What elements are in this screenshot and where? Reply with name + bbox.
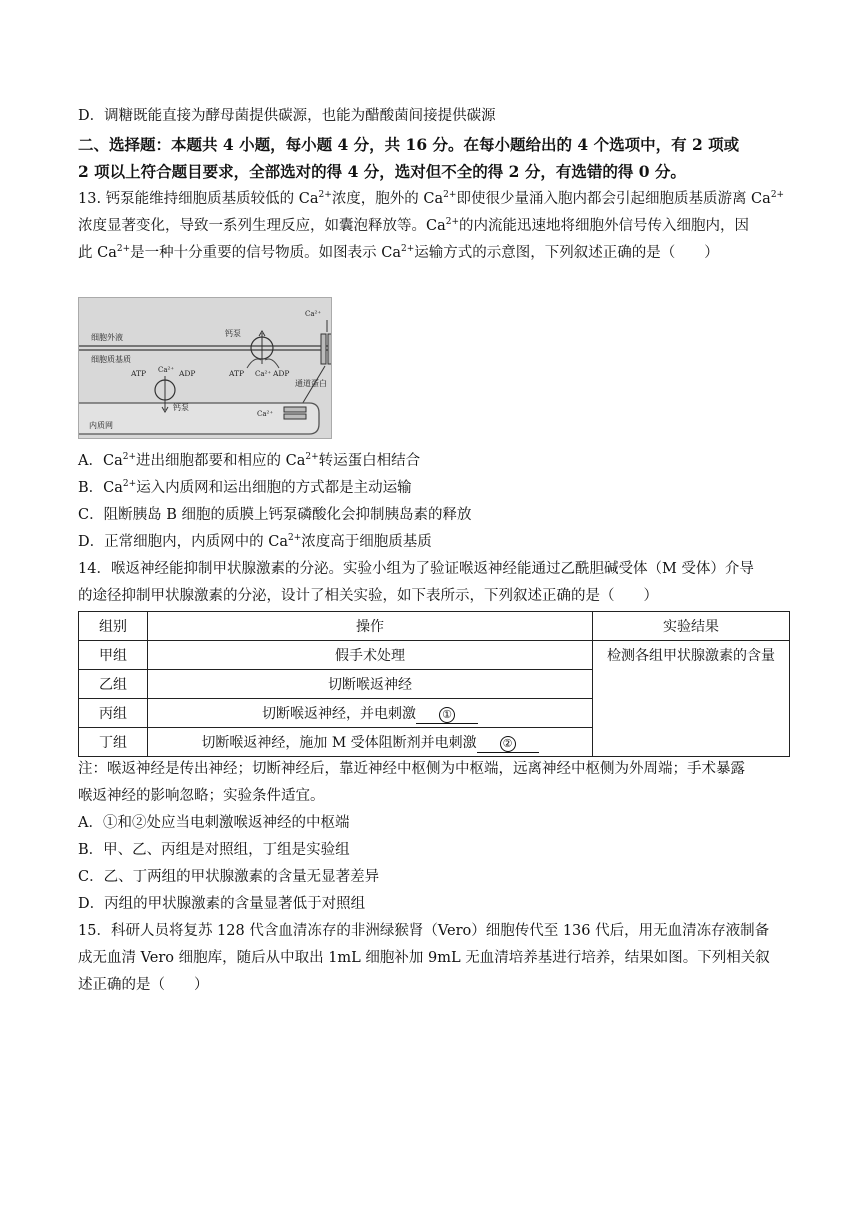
q14-option-b: B．甲、乙、丙组是对照组，丁组是实验组 (78, 842, 350, 858)
pump2-label: 钙泵 (173, 403, 189, 412)
result-cell: 检测各组甲状腺激素的含量 (593, 641, 790, 757)
table-note-line2: 喉返神经的影响忽略；实验条件适宜。 (78, 788, 325, 804)
outside-label: 细胞外液 (91, 333, 123, 342)
calcium-transport-figure (78, 297, 332, 439)
group-cell: 甲组 (79, 641, 148, 670)
channel-top-left (321, 334, 326, 364)
table-row (79, 641, 790, 670)
operation-cell: 假手术处理 (148, 641, 593, 670)
q14-option-c: C．乙、丁两组的甲状腺激素的含量无显著差异 (78, 869, 380, 885)
q15-stem-line1: 15．科研人员将复苏 128 代含血清冻存的非洲绿猴肾（Vero）细胞传代至 136 代后，用无血清冻存液制备 (78, 923, 770, 939)
group-cell: 丙组 (79, 699, 148, 728)
atp1-label: ATP (131, 369, 147, 378)
q13-option-d: D．正常细胞内，内质网中的 $Ca^{2+}$浓度高于细胞质基质 (78, 533, 432, 550)
pump1-label: 钙泵 (225, 329, 241, 338)
q14-option-d: D．丙组的甲状腺激素的含量显著低于对照组 (78, 896, 366, 912)
q13-stem-line1: 13. 钙泵能维持细胞质基质较低的 $Ca^{2+}$浓度，胞外的 $Ca^{2+}$即使很少量涌入胞内都会引起细胞质基质游离 $Ca^{2+}$ (78, 190, 785, 207)
ca-top-label: Ca²⁺ (305, 310, 322, 318)
group-cell: 丁组 (79, 728, 148, 757)
er-label: 内质网 (89, 421, 113, 430)
q13-option-a: A．$Ca^{2+}$进出细胞都要和相应的 $Ca^{2+}$转运蛋白相结合 (78, 452, 421, 469)
calcium-transport-diagram (79, 298, 331, 438)
operation-cell: 切断喉返神经，并电刺激 ① (148, 699, 593, 728)
section-heading: 二、选择题：本题共 4 小题，每小题 4 分，共 16 分。在每小题给出的 4 个选项中，有 2 项或 (78, 135, 740, 154)
header-group: 组别 (79, 612, 148, 641)
channel-label: 通道蛋白 (295, 379, 327, 388)
adp1-label: ADP (179, 369, 196, 378)
operation-cell: 切断喉返神经 (148, 670, 593, 699)
q13-option-c: C．阻断胰岛 B 细胞的质膜上钙泵磷酸化会抑制胰岛素的释放 (78, 507, 472, 523)
q15-stem-line3: 述正确的是（ ） (78, 977, 209, 993)
operation-cell: 切断喉返神经，施加 M 受体阻断剂并电刺激 ② (148, 728, 593, 757)
q14-stem-line2: 的途径抑制甲状腺激素的分泌，设计了相关实验，如下表所示，下列叙述正确的是（ ） (78, 588, 658, 604)
header-operation: 操作 (148, 612, 593, 641)
table-header-row (79, 612, 790, 641)
answer-blank-1[interactable] (416, 706, 478, 724)
atp2-label: ATP (229, 369, 245, 378)
adp2-label: ADP (273, 369, 290, 378)
header-result: 实验结果 (593, 612, 790, 641)
channel-top-right (328, 334, 331, 364)
q13-option-b: B．$Ca^{2+}$运入内质网和运出细胞的方式都是主动运输 (78, 479, 412, 496)
ca1-label: Ca²⁺ (158, 366, 175, 374)
section-heading-cont: 2 项以上符合题目要求，全部选对的得 4 分，选对但不全的得 2 分，有选错的得 0 分。 (78, 162, 686, 181)
group-cell: 乙组 (79, 670, 148, 699)
ca-er-label: Ca²⁺ (257, 410, 274, 418)
experiment-table (78, 611, 790, 757)
q14-option-a: A．①和②处应当电刺激喉返神经的中枢端 (78, 815, 350, 831)
table-note-line1: 注：喉返神经是传出神经；切断神经后，靠近神经中枢侧为中枢端，远离神经中枢侧为外周端；手术暴露 (78, 761, 745, 777)
q15-stem-line2: 成无血清 Vero 细胞库，随后从中取出 1mL 细胞补加 9mL 无血清培养基进行培养，结果如图。下列相关叙 (78, 950, 770, 966)
ca2-label: Ca²⁺ (255, 370, 272, 378)
er-membrane (79, 403, 319, 434)
q13-stem-line2: 浓度显著变化，导致一系列生理反应，如囊泡释放等。$Ca^{2+}$的内流能迅速地将细胞外信号传入细胞内，因 (78, 217, 750, 234)
q14-stem-line1: 14．喉返神经能抑制甲状腺激素的分泌。实验小组为了验证喉返神经能通过乙酰胆碱受体（M 受体）介导 (78, 561, 754, 577)
answer-blank-2[interactable] (477, 735, 539, 753)
er-channel-top (284, 407, 306, 412)
q12-option-d: D．调糖既能直接为酵母菌提供碳源，也能为醋酸菌间接提供碳源 (78, 108, 496, 124)
q13-stem-line3: 此 $Ca^{2+}$是一种十分重要的信号物质。如图表示 $Ca^{2+}$运输方式的示意图，下列叙述正确的是（ ） (78, 244, 719, 261)
blank-marker-1: ① (439, 707, 455, 723)
er-channel-bottom (284, 414, 306, 419)
cytoplasm-label: 细胞质基质 (91, 355, 131, 364)
blank-marker-2: ② (500, 736, 516, 752)
